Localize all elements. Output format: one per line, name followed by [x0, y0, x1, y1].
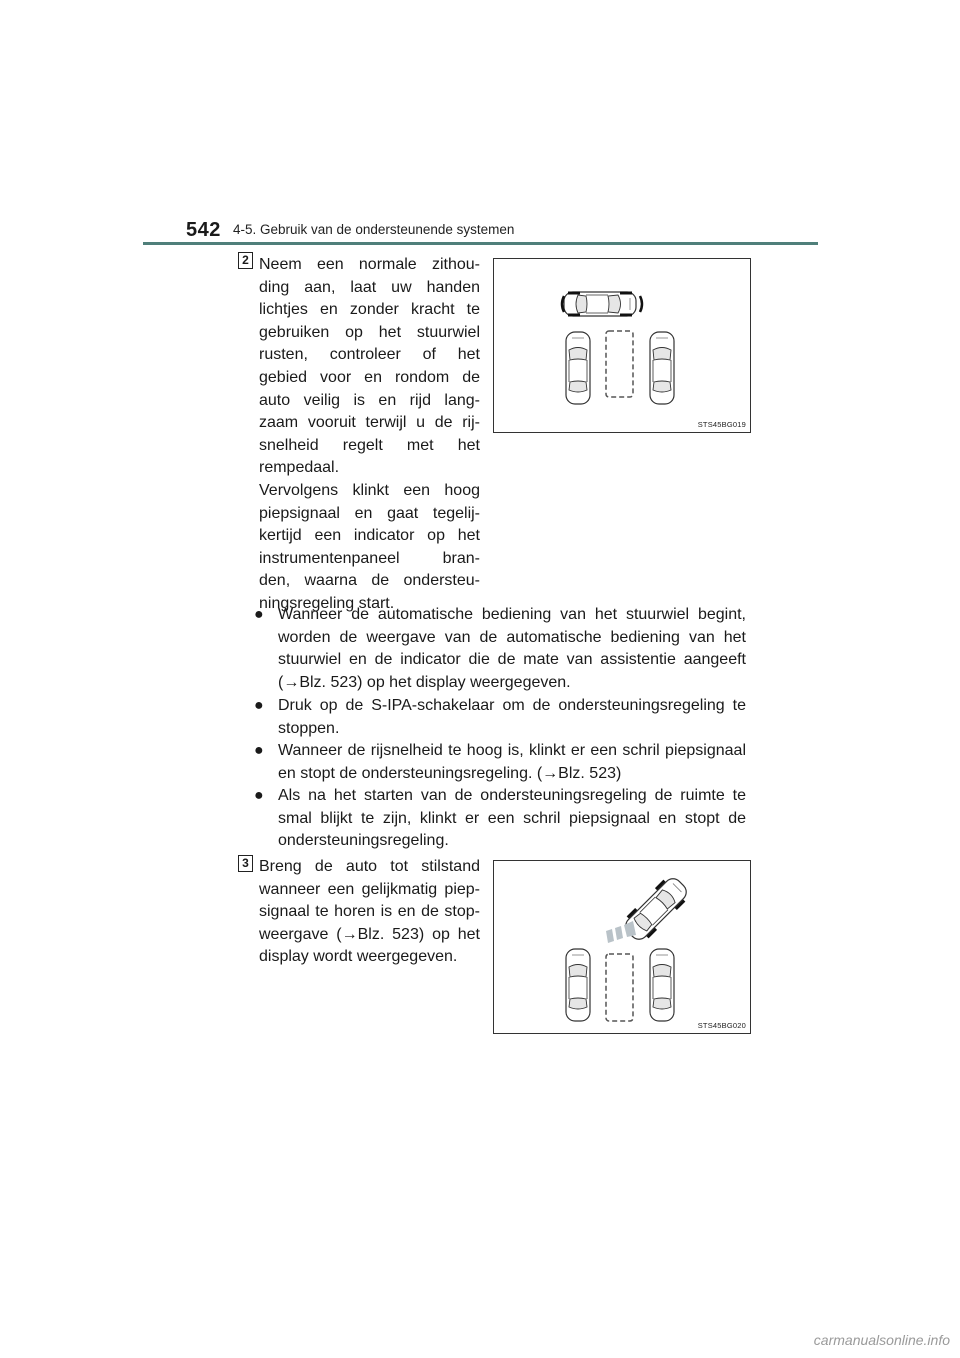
bullet-dot: ● [254, 787, 264, 804]
text-line: rempedaal. [259, 459, 340, 477]
text-line: den, waarna de ondersteu- [259, 572, 480, 590]
bullet-text: Als na het starten van de ondersteuningsregeling de ruimte te smal blijkt te zijn, klinkt er een schril piepsignaal en stopt de ondersteuningsregeling. [278, 787, 746, 850]
parking-diagram-forward [494, 259, 750, 432]
text-line: zaam vooruit terwijl u de rij- [259, 414, 480, 432]
text-line: gebied voor en rondom de [259, 368, 480, 386]
text-line: Vervolgens klinkt een hoog [259, 481, 480, 499]
figure-step-2 [493, 258, 751, 433]
watermark-logo: carmanualsonline.info [813, 1332, 950, 1348]
text-line: snelheid regelt met het [259, 436, 480, 454]
text-line: Breng de auto tot stilstand [259, 858, 480, 875]
bullet-text: Wanneer de automatische bediening van het stuurwiel begint, worden de weergave van de automatische bediening van het stuurwiel en de indicator die de mate van assistentie aangeeft (→Blz. 523) op het display weergegeven. [278, 606, 746, 691]
page-number: 542 [186, 219, 221, 241]
text-line: lichtjes en zonder kracht te [259, 301, 480, 319]
step-3-text [259, 856, 480, 969]
bullet-dot: ● [254, 606, 264, 623]
section-title: 4-5. Gebruik van de ondersteunende systemen [233, 222, 515, 237]
bullet-dot: ● [254, 742, 264, 759]
text-line: auto veilig is en rijd lang- [259, 391, 480, 409]
text-line: ningsregeling start. [259, 594, 395, 612]
bullet-dot: ● [254, 697, 264, 714]
text-line: Neem een normale zithou- [259, 256, 480, 273]
text-line: weergave (→Blz. 523) op het [259, 925, 480, 943]
bullet-text: Wanneer de rijsnelheid te hoog is, klinkt er een schril piepsignaal en stopt de ondersteuningsregeling. (→Blz. 523) [278, 742, 746, 782]
bullet-text: Druk op de S-IPA-schakelaar om de ondersteuningsregeling te stoppen. [278, 697, 746, 737]
step-badge-2: 2 [238, 252, 253, 269]
step-2-text [259, 254, 480, 616]
text-line: instrumentenpaneel bran- [259, 549, 480, 567]
header-rule [143, 242, 818, 245]
text-line: piepsignaal en gaat tegelij- [259, 504, 480, 522]
text-line: signaal te horen is en de stop- [259, 903, 480, 921]
bullet-item [252, 604, 746, 694]
bullet-item [252, 695, 746, 740]
text-line: wanneer een gelijkmatig piep- [259, 880, 480, 898]
figure-code: STS45BG020 [697, 1021, 746, 1030]
step-badge-3: 3 [238, 855, 253, 872]
text-line: display wordt weergegeven. [259, 948, 458, 966]
text-line: gebruiken op het stuurwiel [259, 323, 480, 341]
parking-diagram-stop [494, 861, 750, 1033]
figure-step-3 [493, 860, 751, 1034]
bullet-item [252, 785, 746, 853]
figure-code: STS45BG019 [697, 420, 746, 429]
bullet-item [252, 740, 746, 785]
text-line: ding aan, laat uw handen [259, 278, 480, 296]
text-line: kertijd een indicator op het [259, 527, 480, 545]
text-line: rusten, controleer of het [259, 346, 480, 364]
